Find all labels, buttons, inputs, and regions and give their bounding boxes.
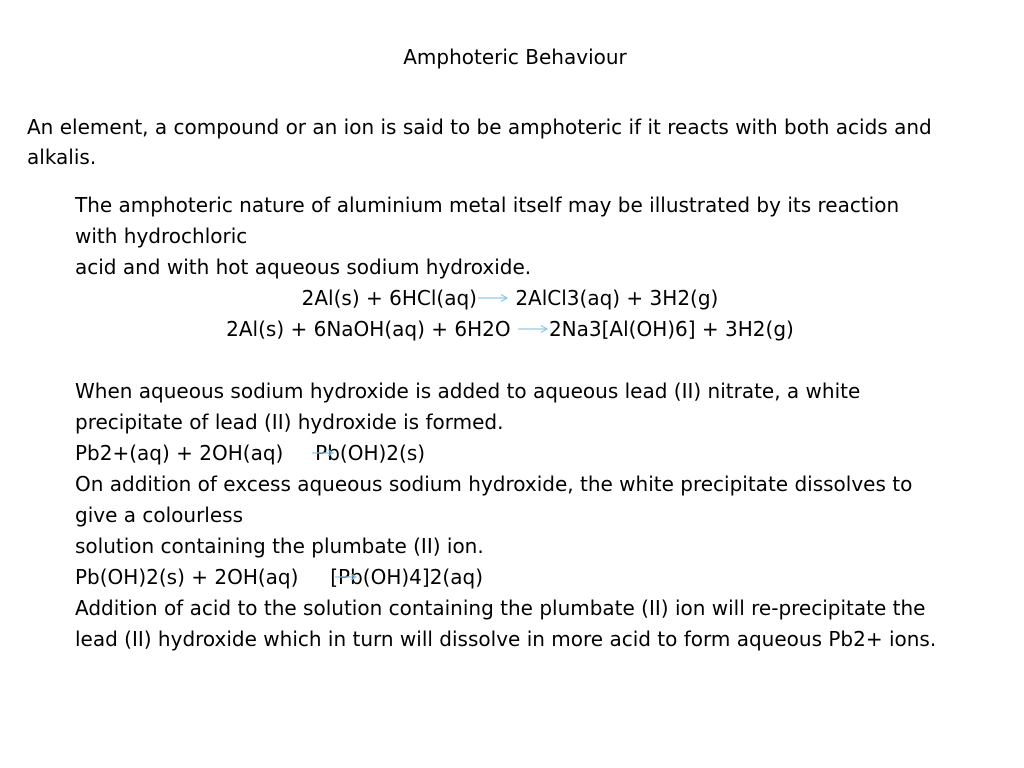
para1-line2: acid and with hot aqueous sodium hydroxide. bbox=[75, 255, 532, 279]
eq4-product bbox=[330, 562, 363, 593]
eq3-left: Pb2+(aq) + 2OH(aq) bbox=[75, 441, 284, 465]
intro-paragraph: An element, a compound or an ion is said to be amphoteric if it reacts with both acids and alkalis. bbox=[27, 115, 932, 169]
equation-2 bbox=[75, 314, 945, 345]
para1-line1: The amphoteric nature of aluminium metal itself may be illustrated by its reaction with hydrochloric bbox=[75, 193, 900, 248]
equation-3 bbox=[75, 438, 975, 469]
eq4-right-a: [Pb bbox=[330, 565, 363, 589]
eq1-right: 2AlCl3(aq) + 3H2(g) bbox=[515, 286, 719, 310]
para2: When aqueous sodium hydroxide is added to aqueous lead (II) nitrate, a white precipitate of lead (II) hydroxide is formed. bbox=[75, 379, 861, 434]
eq3-right-a: Pb bbox=[315, 441, 340, 465]
page-title: Amphoteric Behaviour bbox=[403, 45, 627, 69]
eq3-right-b: (OH)2(s) bbox=[339, 441, 426, 465]
reaction-arrow-icon bbox=[334, 572, 358, 582]
body-block bbox=[75, 190, 975, 655]
para3-line1: On addition of excess aqueous sodium hydroxide, the white precipitate dissolves to give a colourless bbox=[75, 472, 913, 527]
eq4-left: Pb(OH)2(s) + 2OH(aq) bbox=[75, 565, 299, 589]
spacer bbox=[75, 345, 975, 376]
equation-4 bbox=[75, 562, 975, 593]
eq3-product bbox=[315, 438, 340, 469]
reaction-arrow-icon bbox=[311, 448, 335, 458]
eq2-left: 2Al(s) + 6NaOH(aq) + 6H2O bbox=[226, 317, 511, 341]
para4: Addition of acid to the solution containing the plumbate (II) ion will re-precipitate the lead (II) hydroxide which in turn will dissolve in more acid to form aqueous Pb2+ ions. bbox=[75, 596, 937, 651]
para3-line2: solution containing the plumbate (II) ion. bbox=[75, 534, 484, 558]
eq4-right-b: (OH)4]2(aq) bbox=[362, 565, 483, 589]
equation-1 bbox=[75, 283, 945, 314]
reaction-arrow-icon bbox=[477, 293, 509, 303]
reaction-arrow-icon bbox=[517, 324, 549, 334]
eq2-right: 2Na3[Al(OH)6] + 3H2(g) bbox=[548, 317, 794, 341]
eq1-left: 2Al(s) + 6HCl(aq) bbox=[301, 286, 477, 310]
